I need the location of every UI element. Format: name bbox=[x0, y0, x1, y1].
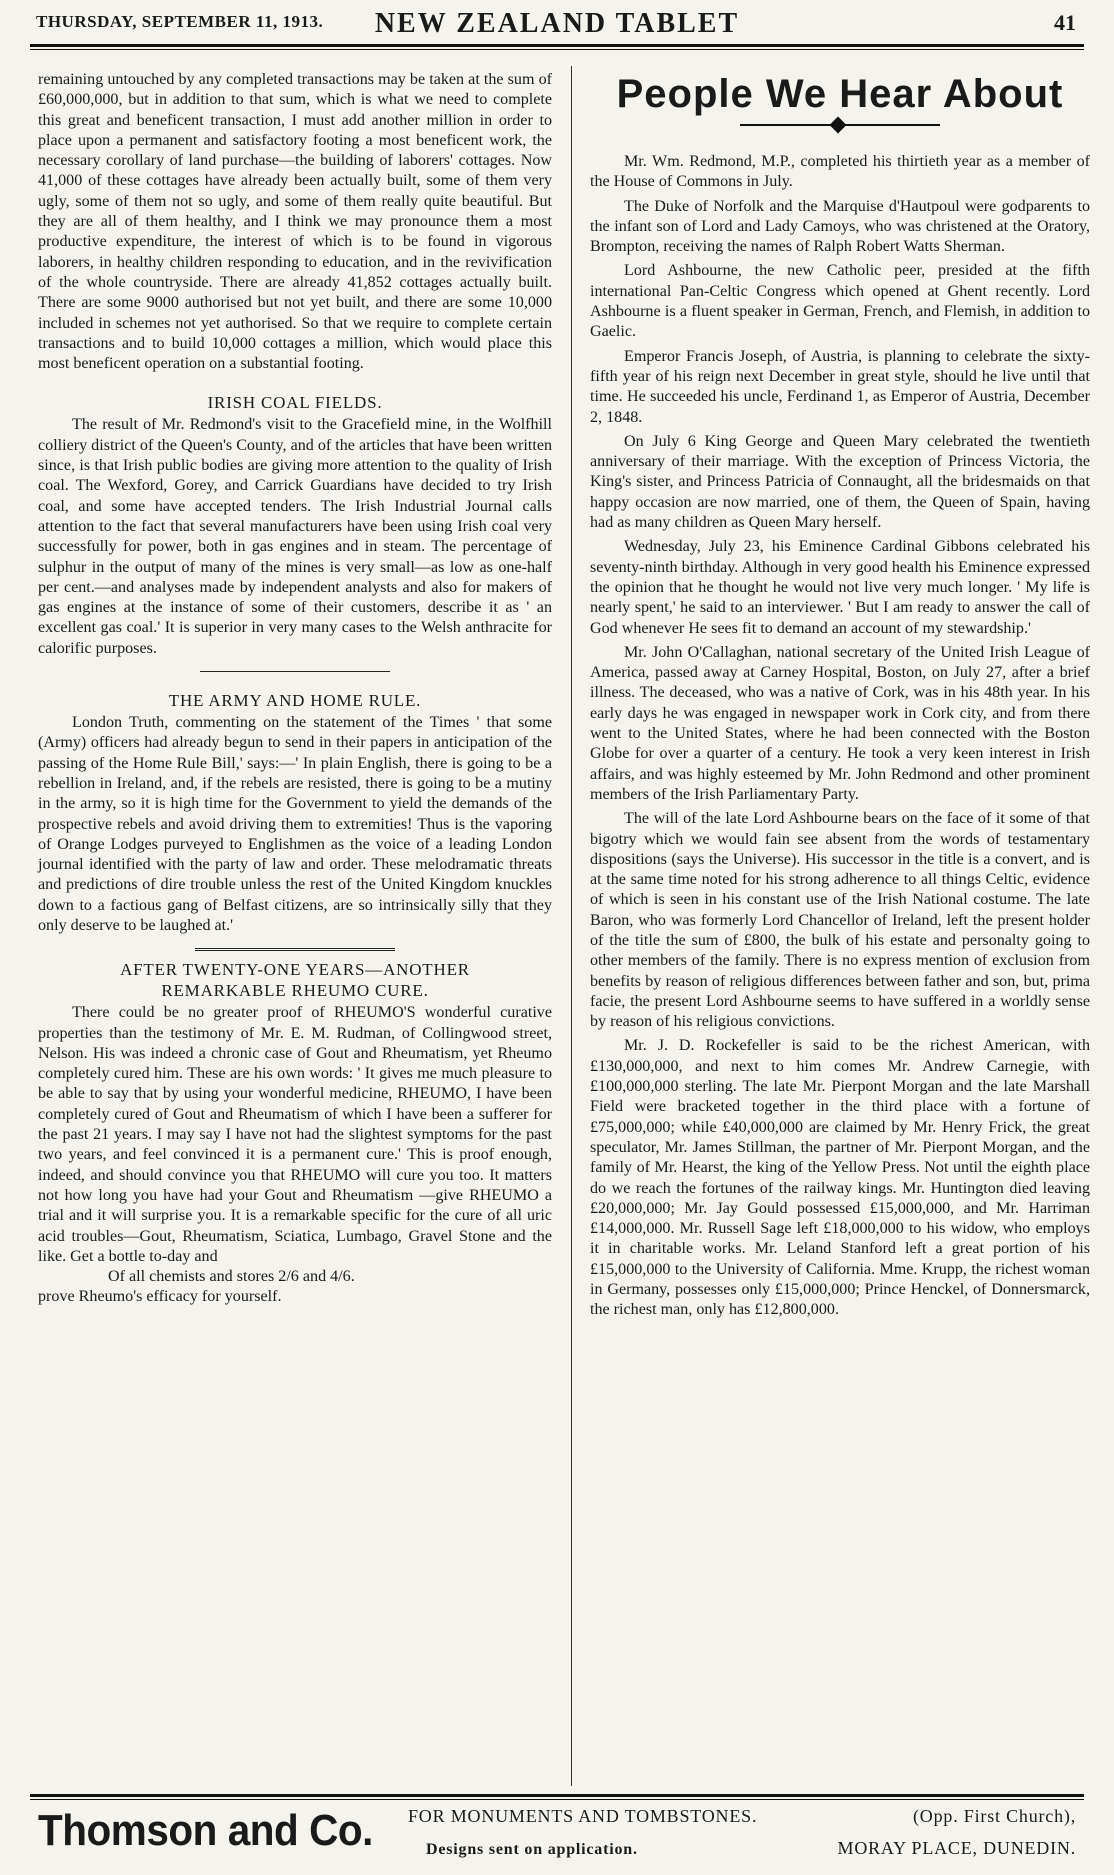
news-item: Lord Ashbourne, the new Catholic peer, presided at the fifth international Pan-Celtic Congress which opened at Ghent recently. Lord Ashbourne is a fluent speaker in German, French, and Flemish, in addition to Gaelic. bbox=[590, 262, 1090, 341]
intro-paragraph: remaining untouched by any completed transactions may be taken at the sum of £60,000,000, but in addition to that sum, which is what we need to complete this great and beneficent transaction, I must add another million in order to place upon a permanent and satisfactory footing a most beneficent work, the necessary corollary of land purchase—the building of laborers' cottages. Now 41,000 of these cottages have already been actually built, some of them very ugly, some of them not so ugly, and some of them really quite beautiful. But they are all of them healthy, and I think we may pronounce them a most productive expenditure, the interest of which is to be found in vigorous laborers, in healthy children responding to education, and in the revivification of the whole countryside. There are already 41,852 cottages actually built. There are some 9000 authorised but not yet built, and there are some 10,000 included in schemes not yet authorised. So that we require to complete certain transactions and to build 10,000 cottages a million, which would place this most beneficent operation on a substantial footing. bbox=[38, 71, 552, 373]
news-item: Mr. Wm. Redmond, M.P., completed his thirtieth year as a member of the House of Commons in July. bbox=[590, 153, 1090, 191]
ad-line-1 bbox=[408, 1806, 1076, 1827]
issue-date: THURSDAY, SEPTEMBER 11, 1913. bbox=[36, 12, 324, 31]
rheumo-tail-line-2: prove Rheumo's efficacy for yourself. bbox=[38, 1288, 282, 1306]
irish-coal-paragraph: The result of Mr. Redmond's visit to the Gracefield mine, in the Wolfhill colliery district of the Queen's County, and of the articles that have been written since, is that Irish public bodies are giving more attention to the quality of Irish coal. The Wexford, Gorey, and Carrick Guardians have decided to try Irish coal, and some have accepted tenders. The Irish Industrial Journal calls attention to the fact that several manufacturers have been using Irish coal very successfully for power, both in gas engines and in steam. The percentage of sulphur in the output of many of the mines is very small—as low as one-half per cent.—and analyses made by independent analysts and also for makers of gas engines at the instance of some of their customers, describe it as ' an excellent gas coal.' It is superior in very many cases to the Welsh anthracite for calorific purposes. bbox=[38, 416, 553, 657]
people-we-hear-about-heading: People We Hear About bbox=[616, 72, 1064, 116]
ornamental-rule bbox=[740, 124, 940, 126]
news-item: The will of the late Lord Ashbourne bears on the face of it some of that bigotry which we would fain see absent from the words of testamentary dispositions (says the Universe). His successor in the title is a convert, and is at the same time noted for his strong adherence to all things Celtic, evidence of which is seen in his constant use of the Irish National costume. The late Baron, who was formerly Lord Chancellor of Ireland, left the present holder of the title the sum of £800, the bulk of his estate and personalty going to other members of the family. There is no express mention of exclusion from benefits by reason of religious differences between father and son, but, prima facie, the present Lord Ashbourne seems to have suffered in a worldly sense by reason of his religious convictions. bbox=[590, 810, 1090, 1031]
news-item: Mr. John O'Callaghan, national secretary of the United Irish League of America, passed away at Carney Hospital, Boston, on July 27, after a brief illness. The deceased, who was a native of Cork, was in his 48th year. In his early days he was engaged in newspaper work in Cork city, and from there went to the United States, where he had been connected with the Boston Globe for over a quarter of a century. He took a very keen interest in Irish affairs, and was highly esteemed by Mr. John Redmond and other prominent members of the Irish Parliamentary Party. bbox=[590, 643, 1090, 803]
section-divider bbox=[200, 671, 390, 672]
army-home-rule-heading: THE ARMY AND HOME RULE. bbox=[168, 691, 422, 711]
page-number: 41 bbox=[1054, 10, 1076, 35]
ad-line-2 bbox=[426, 1838, 1076, 1859]
news-item: Emperor Francis Joseph, of Austria, is planning to celebrate the sixty-fifth year of his reign next December in great style, should he live until that time. He succeeded his uncle, Ferdinand 1, as Emperor of Austria, December 2, 1848. bbox=[590, 347, 1090, 426]
rheumo-paragraph: There could be no greater proof of RHEUMO'S wonderful curative properties than the testimony of Mr. E. M. Rudman, of Collingwood street, Nelson. His was indeed a chronic case of Gout and Rheumatism, yet Rheumo completely cured him. These are his own words: ' It gives me much pleasure to be able to say that by using your wonderful medicine, RHEUMO, I have been completely cured of Gout and Rheumatism of which I have been a sufferer for the past 21 years. I may say I have not had the slightest symptoms for the past two years, and feel convinced it is a permanent cure.' This is proof enough, indeed, and should convince you that RHEUMO will cure you too. It matters not how long you have had your Gout and Rheumatism —give RHEUMO a trial and it will surprise you. It is a remarkable specific for the cure of all uric acid troubles—Gout, Rheumatism, Sciatica, Lumbago, Gravel Stone and the like. Get a bottle to-day and bbox=[38, 1004, 552, 1265]
news-item: Wednesday, July 23, his Eminence Cardinal Gibbons celebrated his seventy-ninth birthday. Although in very good health his Eminence expressed the opinion that he thought he would not live very much longer. ' My life is nearly spent,' he said to an interviewer. ' But I am ready to answer the call of God whenever He sees fit to demand an account of my stewardship.' bbox=[590, 538, 1090, 637]
rheumo-tail-line-1: Of all chemists and stores 2/6 and 4/6. bbox=[108, 1268, 355, 1286]
news-item: Mr. J. D. Rockefeller is said to be the richest American, with £130,000,000, and next to him comes Mr. Andrew Carnegie, with £100,000,000 sterling. The late Mr. Pierpont Morgan and the late Marshall Field were bracketed together in the third place with a fortune of £75,000,000; while £40,000,000 are claimed by Mr. Henry Frick, the great speculator, Mr. James Stillman, the partner of Mr. Pierpont Morgan, and the family of Mr. Hearst, the king of the Yellow Press. Not until the eighth place do we reach the fortunes of the railway kings. Mr. Huntington died leaving £20,000,000; Mr. Jay Gould possessed £15,000,000, and Mr. Harriman £14,000,000. Mr. Russell Sage left £18,000,000 to his widow, who employs it in charitable works. Mr. Leland Stanford left a great portion of his £15,000,000 to the University of California. Mme. Krupp, the richest woman in Germany, possesses only £15,000,000; Prince Henckel, of Donnersmarck, the richest man, only has £12,800,000. bbox=[590, 1037, 1090, 1319]
news-item: On July 6 King George and Queen Mary celebrated the twentieth anniversary of their marriage. With the exception of Princess Victoria, the King's sister, and Princess Patricia of Connaught, all the bridesmaids on that happy occasion are now married, one of them, the Queen of Spain, having had as many children as Queen Mary herself. bbox=[590, 432, 1090, 532]
column-divider bbox=[571, 66, 572, 1786]
diamond-ornament-icon bbox=[830, 117, 847, 134]
masthead bbox=[30, 6, 1084, 46]
news-item: The Duke of Norfolk and the Marquise d'Hautpoul were godparents to the infant son of Lord and Lady Camoys, who was christened at the Oratory, Brompton, receiving the names of Ralph Robert Watts Sherman. bbox=[590, 197, 1090, 256]
ad-service: FOR MONUMENTS AND TOMBSTONES. bbox=[408, 1806, 758, 1826]
rheumo-heading: AFTER TWENTY-ONE YEARS—ANOTHER REMARKABLE RHEUMO CURE. bbox=[120, 960, 470, 1001]
irish-coal-heading: IRISH COAL FIELDS. bbox=[207, 393, 383, 413]
ad-address: MORAY PLACE, DUNEDIN. bbox=[837, 1838, 1076, 1858]
right-column bbox=[590, 70, 1090, 1325]
army-home-rule-paragraph: London Truth, commenting on the statement of the Times ' that some (Army) officers had already begun to send in their papers in anticipation of the passing of the Home Rule Bill,' says:—' In plain English, there is going to be a rebellion in Ireland, and, if the rebels are resisted, there is going to be a mutiny in the army, so it is high time for the Government to yield the demands of the prospective rebels and avoid driving them to extremities! Thus is the vaporing of Orange Lodges purveyed to Englishmen as the voice of a leading London journal identified with the party of law and order. These melodramatic threats and predictions of dire trouble unless the rest of the United Kingdom knuckles down to a factious gang of Belfast citizens, are so intrinsically silly that they only deserve to be laughed at.' bbox=[38, 714, 552, 934]
section-divider bbox=[195, 948, 395, 951]
advertisement-footer bbox=[30, 1794, 1084, 1870]
masthead-rule bbox=[30, 44, 1084, 50]
ad-location-note: (Opp. First Church), bbox=[913, 1806, 1076, 1826]
footer-rule bbox=[30, 1794, 1084, 1800]
ad-designs-note: Designs sent on application. bbox=[426, 1841, 638, 1858]
left-column bbox=[38, 70, 552, 1308]
newspaper-title: NEW ZEALAND TABLET bbox=[374, 8, 740, 39]
company-name: Thomson and Co. bbox=[38, 1806, 373, 1855]
